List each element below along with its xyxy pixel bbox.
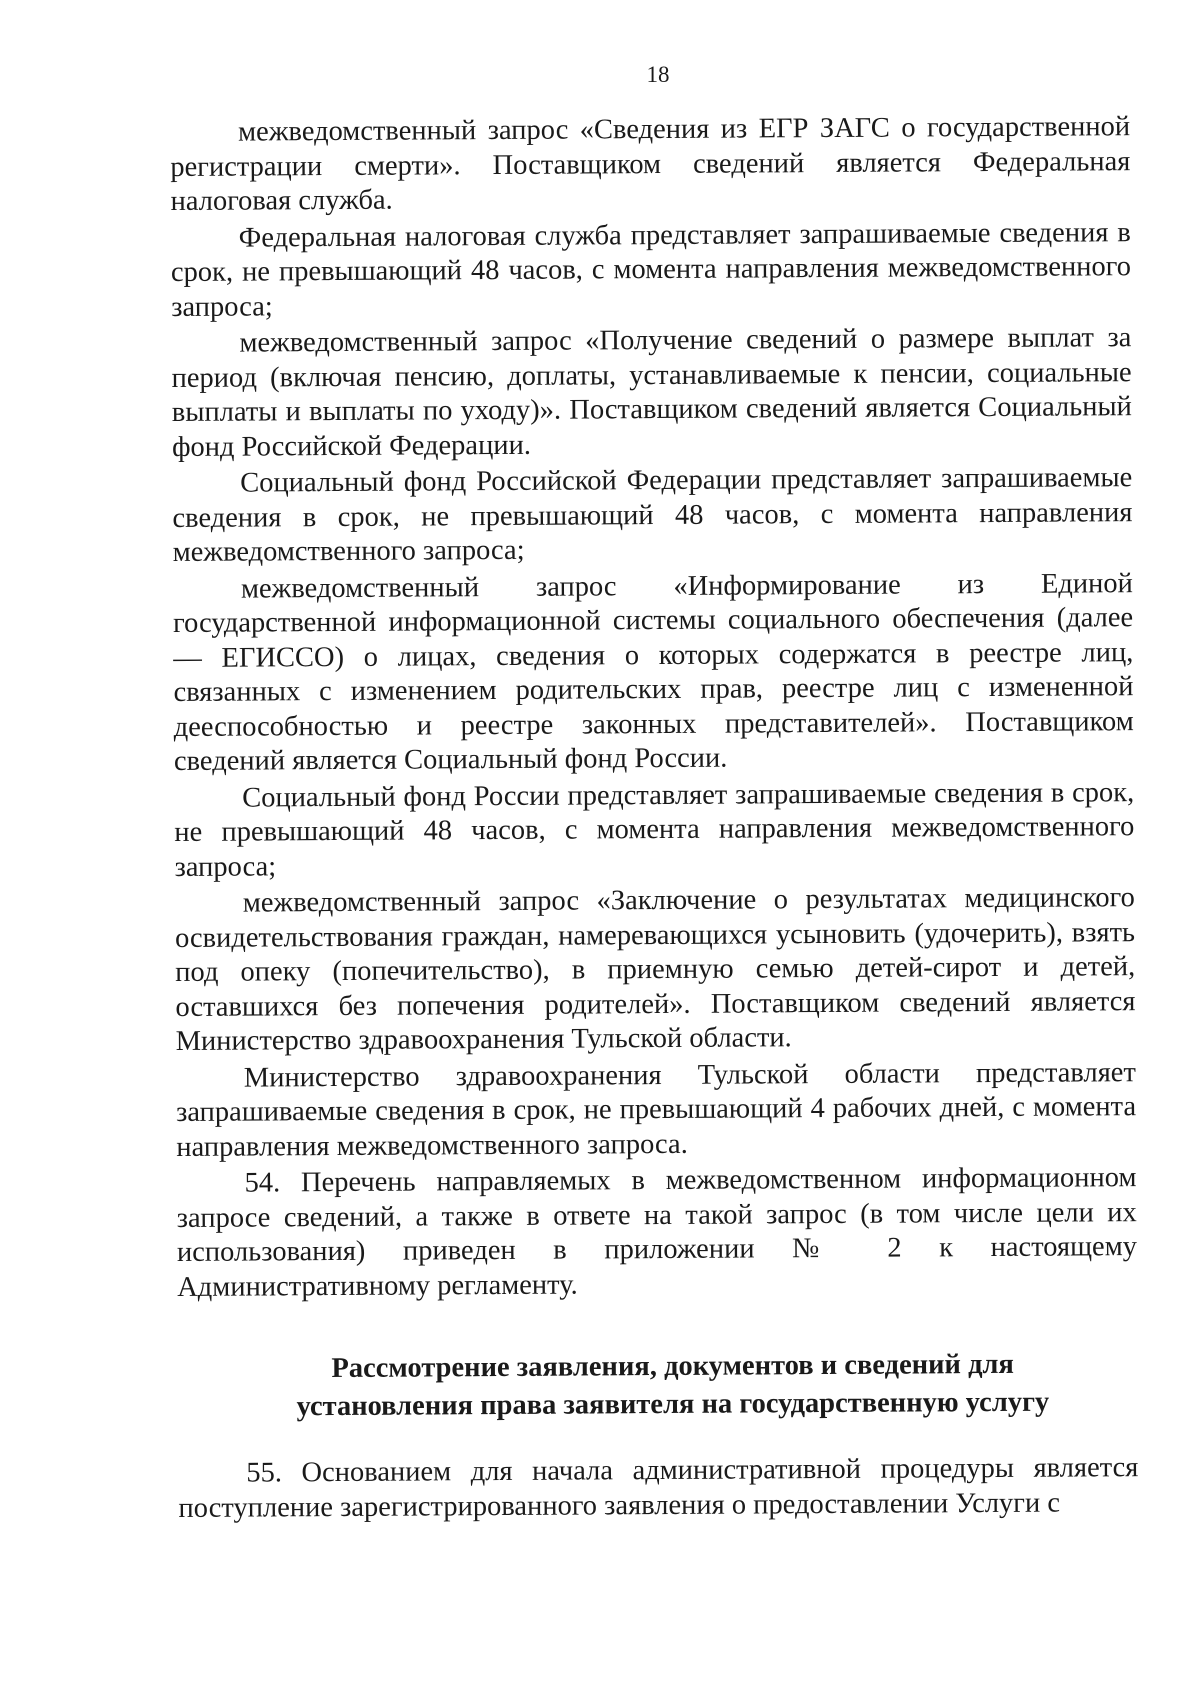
- paragraph-item-54: 54. Перечень направляемых в межведомственном информационном запросе сведений, а также в ответе на такой запрос (в том числе цели их использования) приведен в приложении № 2 к настоящему Административному регламенту.: [176, 1162, 1138, 1303]
- paragraph-sfr-russia-deadline: Социальный фонд России представляет запрашиваемые сведения в срок, не превышающий 48 часов, с момента направления межведомственного запроса;: [174, 776, 1135, 883]
- paragraph-ministry-deadline: Министерство здравоохранения Тульской области представляет запрашиваемые сведения в срок, не превышающий 4 рабочих дней, с момента направления межведомственного запроса.: [175, 1056, 1137, 1163]
- paragraph-sfr-deadline: Социальный фонд Российской Федерации представляет запрашиваемые сведения в срок, не превышающий 48 часов, с момента направления межведомственного запроса;: [172, 462, 1133, 568]
- paragraph-item-55: 55. Основанием для начала административной процедуры является поступление зарегистрированного заявления о предоставлении Услуги с: [178, 1452, 1139, 1524]
- paragraph-egisso-request: межведомственный запрос «Информирование из Единой государственной информационной системы социального обеспечения (далее — ЕГИССО) о лицах, сведения о которых содержатся в реестре лиц, связанных с изменением родительских прав, реестре лиц с измененной дееспособностью и реестре законных представителей». Поставщиком сведений является Социальный фонд России.: [173, 567, 1134, 777]
- paragraph-egr-zags-request: межведомственный запрос «Сведения из ЕГР ЗАГС о государственной регистрации смерти». Поставщиком сведений является Федеральная налоговая служба.: [170, 111, 1131, 217]
- section-heading-line-1: Рассмотрение заявления, документов и сведений для: [331, 1348, 1014, 1385]
- page-number: 18: [646, 62, 670, 87]
- paragraph-medical-request: межведомственный запрос «Заключение о результатах медицинского освидетельствования граждан, намеревающихся усыновить (удочерить), взять под опеку (попечительство), в приемную семью детей-сирот и детей, оставшихся без попечения родителей». Поставщиком сведений является Министерство здравоохранения Тульской области.: [174, 882, 1136, 1057]
- document-body: [170, 110, 1139, 1526]
- section-heading-line-2: установления права заявителя на государственную услугу: [296, 1386, 1050, 1423]
- section-heading: [178, 1345, 1138, 1427]
- paragraph-payments-request: межведомственный запрос «Получение сведений о размере выплат за период (включая пенсию, доплаты, устанавливаемые к пенсии, социальные выплаты и выплаты по уходу)». Поставщиком сведений является Социальный фонд Российской Федерации.: [171, 322, 1132, 463]
- paragraph-fns-deadline: Федеральная налоговая служба представляет запрашиваемые сведения в срок, не превышающий 48 часов, с момента направления межведомственного запроса;: [170, 216, 1132, 323]
